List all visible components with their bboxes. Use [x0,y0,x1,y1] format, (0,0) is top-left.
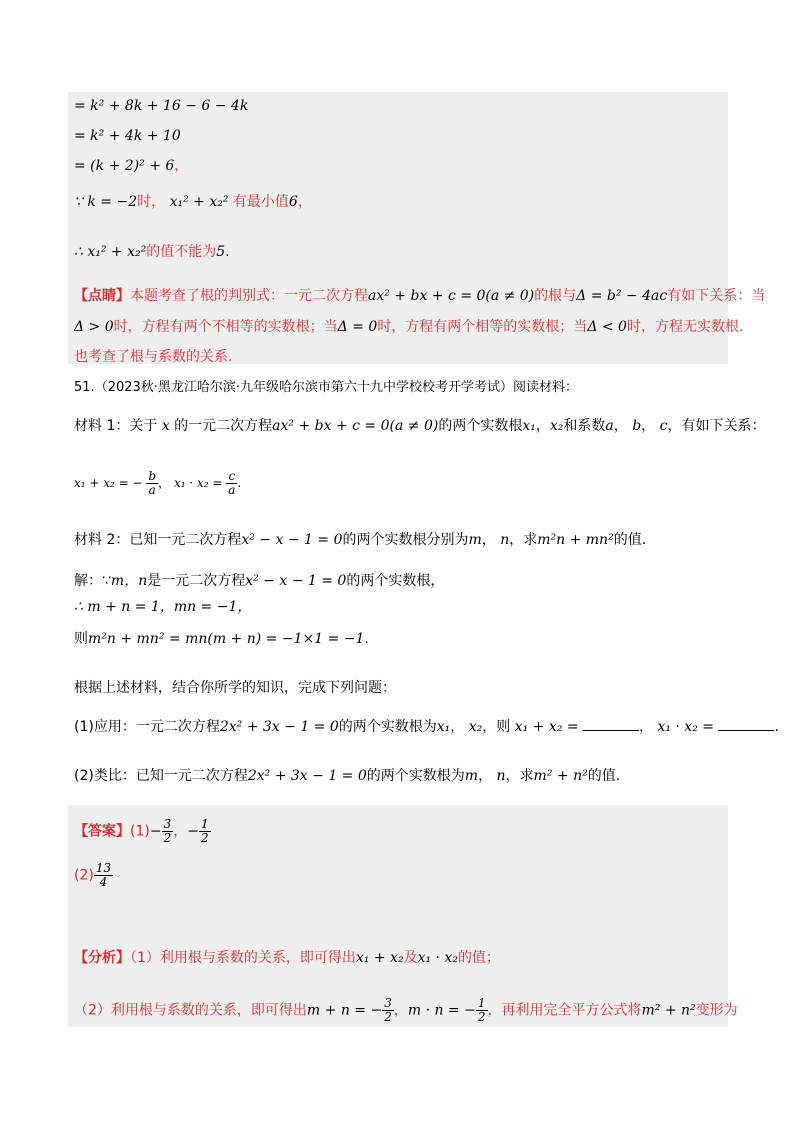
question-1-x1: x₁ [436,719,451,735]
analysis-mn-product: m · n = − [407,1002,476,1019]
question-2-label: (2)类比：已知一元二次方程 [74,768,248,784]
question-2-n: n [496,768,506,784]
analysis-mn-sum: m + n = − [306,1002,383,1019]
comment-equation: ax² + bx + c = 0(a ≠ 0) [368,288,535,304]
comment-line-1 [74,286,765,306]
material-2-expr: m²n + mn² [537,532,614,548]
coef-b: b [632,418,642,434]
coef-a: a [605,418,614,434]
material-1-label: 材料 1：关于 [74,418,158,434]
derivation-line-3 [74,156,188,176]
condition-text: 时， [137,194,166,210]
question-2: (2)类比：已知一元二次方程2x² + 3x − 1 = 0的两个实数根为m， n，求m² + n²的值. [74,768,621,784]
material-2: 材料 2：已知一元二次方程x² − x − 1 = 0的两个实数根分别为m， n，求m²n + mn²的值. [74,532,647,548]
vieta-relations [74,470,241,497]
comment-line-3: 也考查了根与系数的关系. [74,349,233,365]
answer-2-fraction: $\frac{13}{4}$ [95,861,112,889]
line-4-tail: ， [297,194,312,210]
material-2-end: 的值. [613,532,647,548]
question-2-m: m [464,768,479,784]
coef-c: c [659,418,668,434]
derivation-line-3-tail: ， [174,158,189,174]
min-value-text: 有最小值 [232,194,289,210]
answer-1-fraction-1: $\frac{3}{2}$ [163,817,172,845]
solution-text-2: 的两个实数根， [346,573,445,589]
question-2-ask: ，求 [505,768,534,784]
answer-2-prefix: (2) [74,867,94,884]
analysis-line-2 [74,997,738,1024]
material-2-text: 的两个实数根分别为 [342,532,469,548]
material-1-text: 的一元二次方程 [174,418,273,434]
min-value: 6 [288,194,298,210]
question-1-sum: x₁ + x₂ = [514,719,579,735]
comment-text-1: 本题考查了根的判别式：一元二次方程 [130,288,368,304]
question-1-product: x₁ · x₂ = [657,719,714,735]
answer-1-sep: ， [173,823,188,840]
vieta-product: x₁ · x₂ = [173,476,223,490]
sum-of-squares: x₁² + x₂² [169,194,229,210]
solution-mn: m，n [110,573,148,589]
material-2-m: m [468,532,482,548]
material-1-comma: ， [535,418,550,434]
question-2-text: 的两个实数根为 [366,768,465,784]
task-intro: 根据上述材料，结合你所学的知识，完成下列问题： [74,680,396,696]
condition-k: ∵ k = −2 [74,194,138,210]
answer-label: 【答案】 [74,823,130,840]
analysis-sep: ， [393,1002,408,1019]
analysis-line-1 [74,948,500,968]
material-2-n: n [500,532,510,548]
solution-since: 解：∵ [74,573,111,589]
comment-label: 【点睛】 [74,288,130,304]
conclusion-expr: ∴ x₁² + x₂² [74,244,147,260]
solution-end: . [364,631,369,647]
comment-text-5: 时，方程有两个相等的实数根；当 [377,319,588,335]
comment-text-6: 时，方程无实数根. [626,319,744,335]
question-2-end: 的值. [587,768,621,784]
derivation-line-5 [74,242,230,262]
material-1-x2: x₂ [549,418,564,434]
material-2-ask: ，求 [509,532,538,548]
delta-zero: Δ = 0 [337,319,378,335]
derivation-line-4 [74,192,312,212]
vieta-sep: ， [158,476,171,490]
derivation-line-2: = k² + 4k + 10 [74,128,181,144]
problem-number: 51. [74,380,95,395]
question-1-equation: 2x² + 3x − 1 = 0 [219,719,339,735]
solution-line-1 [74,571,444,591]
material-1-relation-text: ，有如下关系： [667,418,766,434]
comment-text-4: 时，方程有两个不相等的实数根；当 [113,319,338,335]
comment-text-2: 的根与 [534,288,577,304]
analysis-fraction-1: $\frac{3}{2}$ [384,996,392,1024]
problem-header [74,378,578,398]
solution-text: 是一元二次方程 [147,573,246,589]
solution-line-3 [74,629,369,649]
solution-equation: x² − x − 1 = 0 [245,573,347,589]
analysis-product: x₁ · x₂ [417,950,458,966]
question-1-end: . [774,719,779,735]
material-1-roots-text: 的两个实数根 [438,418,523,434]
conclusion-end: . [225,244,230,260]
vieta-sum: x₁ + x₂ = − [74,476,143,490]
question-2-expr: m² + n² [533,768,588,784]
conclusion-text: 的值不能为 [146,244,217,260]
analysis-label: 【分析】 [74,950,130,966]
question-2-equation: 2x² + 3x − 1 = 0 [247,768,367,784]
vieta-end: . [237,476,242,490]
question-1-label: (1)应用：一元二次方程 [74,719,220,735]
answer-line-1 [74,818,211,845]
analysis-text-2: 的值； [457,950,500,966]
answer-line-2 [74,862,113,889]
answer-blank-product[interactable] [718,718,774,731]
analysis-sum: x₁ + x₂ [355,950,404,966]
analysis-text-1: （1）利用根与系数的关系，即可得出 [130,950,356,966]
material-1-x1: x₁ [522,418,536,434]
analysis-sq-sum: m² + n² [641,1002,696,1019]
analysis-text-5: 变形为 [695,1002,738,1019]
comment-discriminant: Δ = b² − 4ac [576,288,668,304]
material-2-equation: x² − x − 1 = 0 [241,532,343,548]
analysis-text-4: ，再利用完全平方公式将 [487,1002,642,1019]
answer-1-prefix: (1) [130,823,150,840]
solution-result: m²n + mn² = mn(m + n) = −1×1 = −1 [88,631,365,647]
material-1: 材料 1：关于 x 的一元二次方程ax² + bx + c = 0(a ≠ 0)的两个实数根x₁，x₂和系数a， b， c，有如下关系： [74,418,766,434]
answer-1-sign-2: − [187,823,199,840]
derivation-expr-3: = (k + 2)² + 6 [74,158,175,174]
vieta-product-fraction: $\frac{c}{a}$ [228,469,236,497]
analysis-fraction-2: $\frac{1}{2}$ [477,996,486,1024]
solution-line-2: ∴ m + n = 1，mn = −1， [74,599,252,615]
delta-positive: Δ > 0 [74,319,114,335]
answer-1-sign-1: − [149,823,162,840]
question-1-then: ，则 [482,719,511,735]
material-2-label: 材料 2：已知一元二次方程 [74,532,242,548]
delta-negative: Δ < 0 [587,319,627,335]
material-1-coef-text: 和系数 [563,418,606,434]
question-1-text: 的两个实数根为 [338,719,437,735]
analysis-and: 及 [403,950,418,966]
answer-blank-sum[interactable] [583,718,639,731]
answer-1-fraction-2: $\frac{1}{2}$ [200,817,209,845]
derivation-line-1: = k² + 8k + 16 − 6 − 4k [74,98,249,114]
conclusion-value: 5 [216,244,226,260]
vieta-sum-fraction: $\frac{b}{a}$ [148,469,157,497]
question-1-x2: x₂ [468,719,483,735]
material-1-equation: ax² + bx + c = 0(a ≠ 0) [272,418,439,434]
problem-source: （2023秋·黑龙江哈尔滨·九年级哈尔滨市第六十九中学校校考开学考试）阅读材料： [94,380,579,395]
solution-then: 则 [74,631,88,647]
analysis-text-3: （2）利用根与系数的关系，即可得出 [74,1002,307,1019]
material-1-x: x [161,418,170,434]
question-1: (1)应用：一元二次方程2x² + 3x − 1 = 0的两个实数根为x₁， x₂，则 x₁ + x₂ = ， x₁ · x₂ = . [74,719,779,735]
comment-line-2 [74,317,743,337]
comment-text-3: 有如下关系：当 [667,288,766,304]
